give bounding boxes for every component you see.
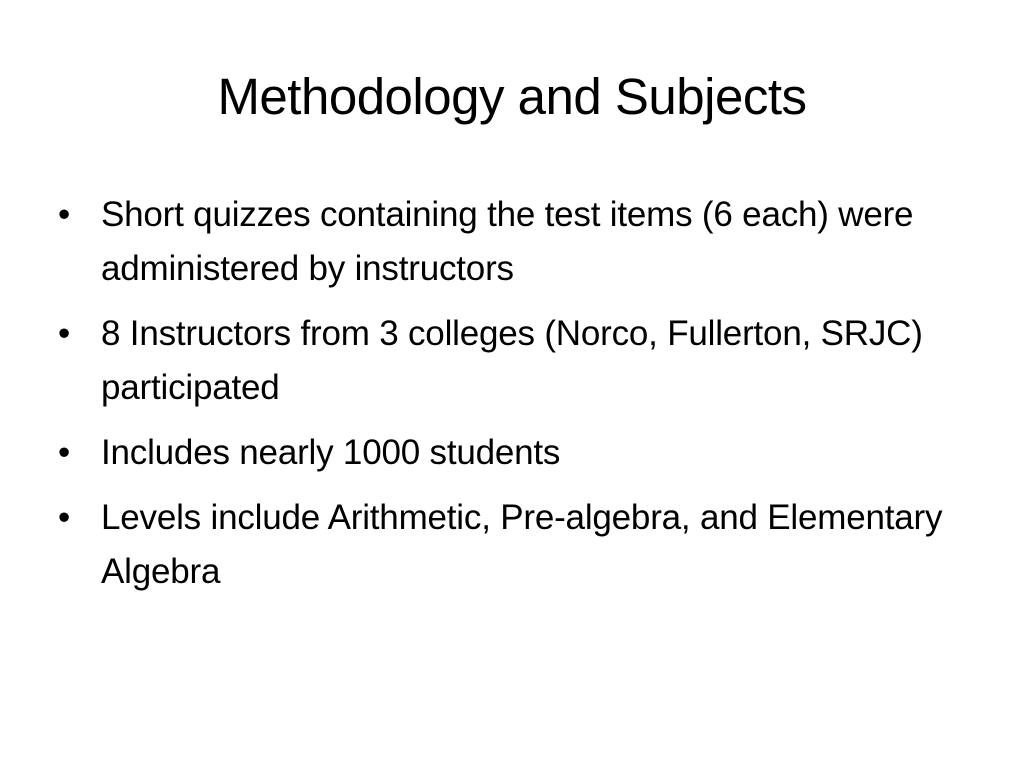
bullet-point-icon: •: [58, 314, 71, 353]
bullet-item: [56, 426, 976, 480]
slide-title: Methodology and Subjects: [217, 68, 807, 125]
bullet-item: [56, 188, 976, 296]
bullet-text: Short quizzes containing the test items (6 each) were administered by instructors: [101, 195, 914, 288]
bullet-item: [56, 491, 976, 599]
bullet-point-icon: •: [58, 433, 71, 472]
bullet-text: 8 Instructors from 3 colleges (Norco, Fullerton, SRJC) participated: [101, 314, 923, 407]
bullet-item: [56, 307, 976, 415]
bullet-point-icon: •: [58, 195, 71, 234]
bullet-text: Includes nearly 1000 students: [101, 433, 561, 472]
bullet-list: [56, 188, 976, 610]
bullet-text: Levels include Arithmetic, Pre-algebra, and Elementary Algebra: [101, 498, 943, 591]
bullet-point-icon: •: [58, 498, 71, 537]
